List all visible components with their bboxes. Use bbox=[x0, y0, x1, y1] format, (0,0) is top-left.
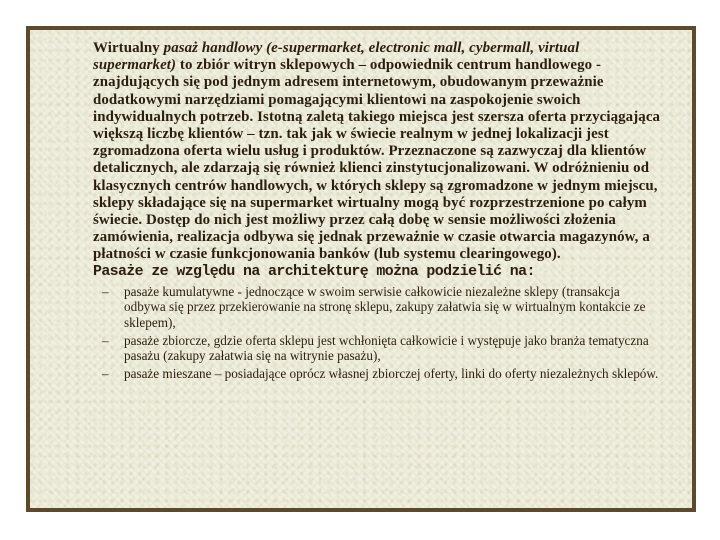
bullet-dash: – bbox=[102, 365, 109, 381]
list-item-text: pasaże kumulatywne - jednoczące w swoim serwisie całkowicie niezależne sklepy (transakcja odbywa się przez przekierowanie na stronę sklepu, zakupy załatwia się w wirtualnym kontakcie ze sklepem), bbox=[124, 283, 646, 331]
list-item bbox=[93, 284, 663, 331]
term-word: Wirtualny bbox=[93, 40, 160, 56]
architecture-intro: Pasaże ze względu na architekturę można podzielić na: bbox=[93, 263, 535, 280]
slide-content bbox=[93, 40, 663, 383]
list-item bbox=[93, 333, 663, 364]
list-item bbox=[93, 366, 663, 382]
list-item-text: pasaże mieszane – posiadające oprócz własnej zbiorczej oferty, linki do oferty niezależnych sklepów. bbox=[124, 365, 659, 381]
definition-paragraph bbox=[93, 40, 663, 264]
bullet-dash: – bbox=[102, 332, 109, 348]
architecture-list bbox=[93, 284, 663, 382]
paragraph-body: to zbiór witryn sklepowych – odpowiednik centrum handlowego - znajdujących się pod jednym adresem internetowym, obudowanym przeważnie dodatkowymi narzędziami pomagającymi klientowi na zaspokojenie swoich indywidualnych potrzeb. Istotną zaletą takiego miejsca jest szersza oferta przyciągająca większą liczbę klientów – tzn. tak jak w świecie realnym w jednej lokalizacji jest zgromadzona oferta wielu usług i produktów. Przeznaczone są zazwyczaj dla klientów detalicznych, ale zdarzają się również klienci zinstytucjonalizowani. W odróżnieniu od klasycznych centrów handlowych, w których sklepy są zgromadzone w jednym miejscu, sklepy składające się na supermarket wirtualny mogą być rozprzestrzenione po całym świecie. Dostęp do nich jest możliwy przez całą dobę w sensie możliwości złożenia zamówienia, realizacja odbywa się jednak przeważnie w czasie otwarcia magazynów, a płatności w czasie funkcjonowania banków (lub systemu clearingowego). bbox=[93, 57, 661, 263]
bullet-dash: – bbox=[102, 283, 109, 299]
list-item-text: pasaże zbiorcze, gdzie oferta sklepu jest wchłonięta całkowicie i występuje jako branża tematyczna pasażu (zakupy załatwia się na witrynie pasażu), bbox=[124, 332, 649, 364]
term-definition-italic: pasaż handlowy (e-supermarket, electronic mall, cybermall, virtual supermarket) bbox=[93, 40, 580, 74]
